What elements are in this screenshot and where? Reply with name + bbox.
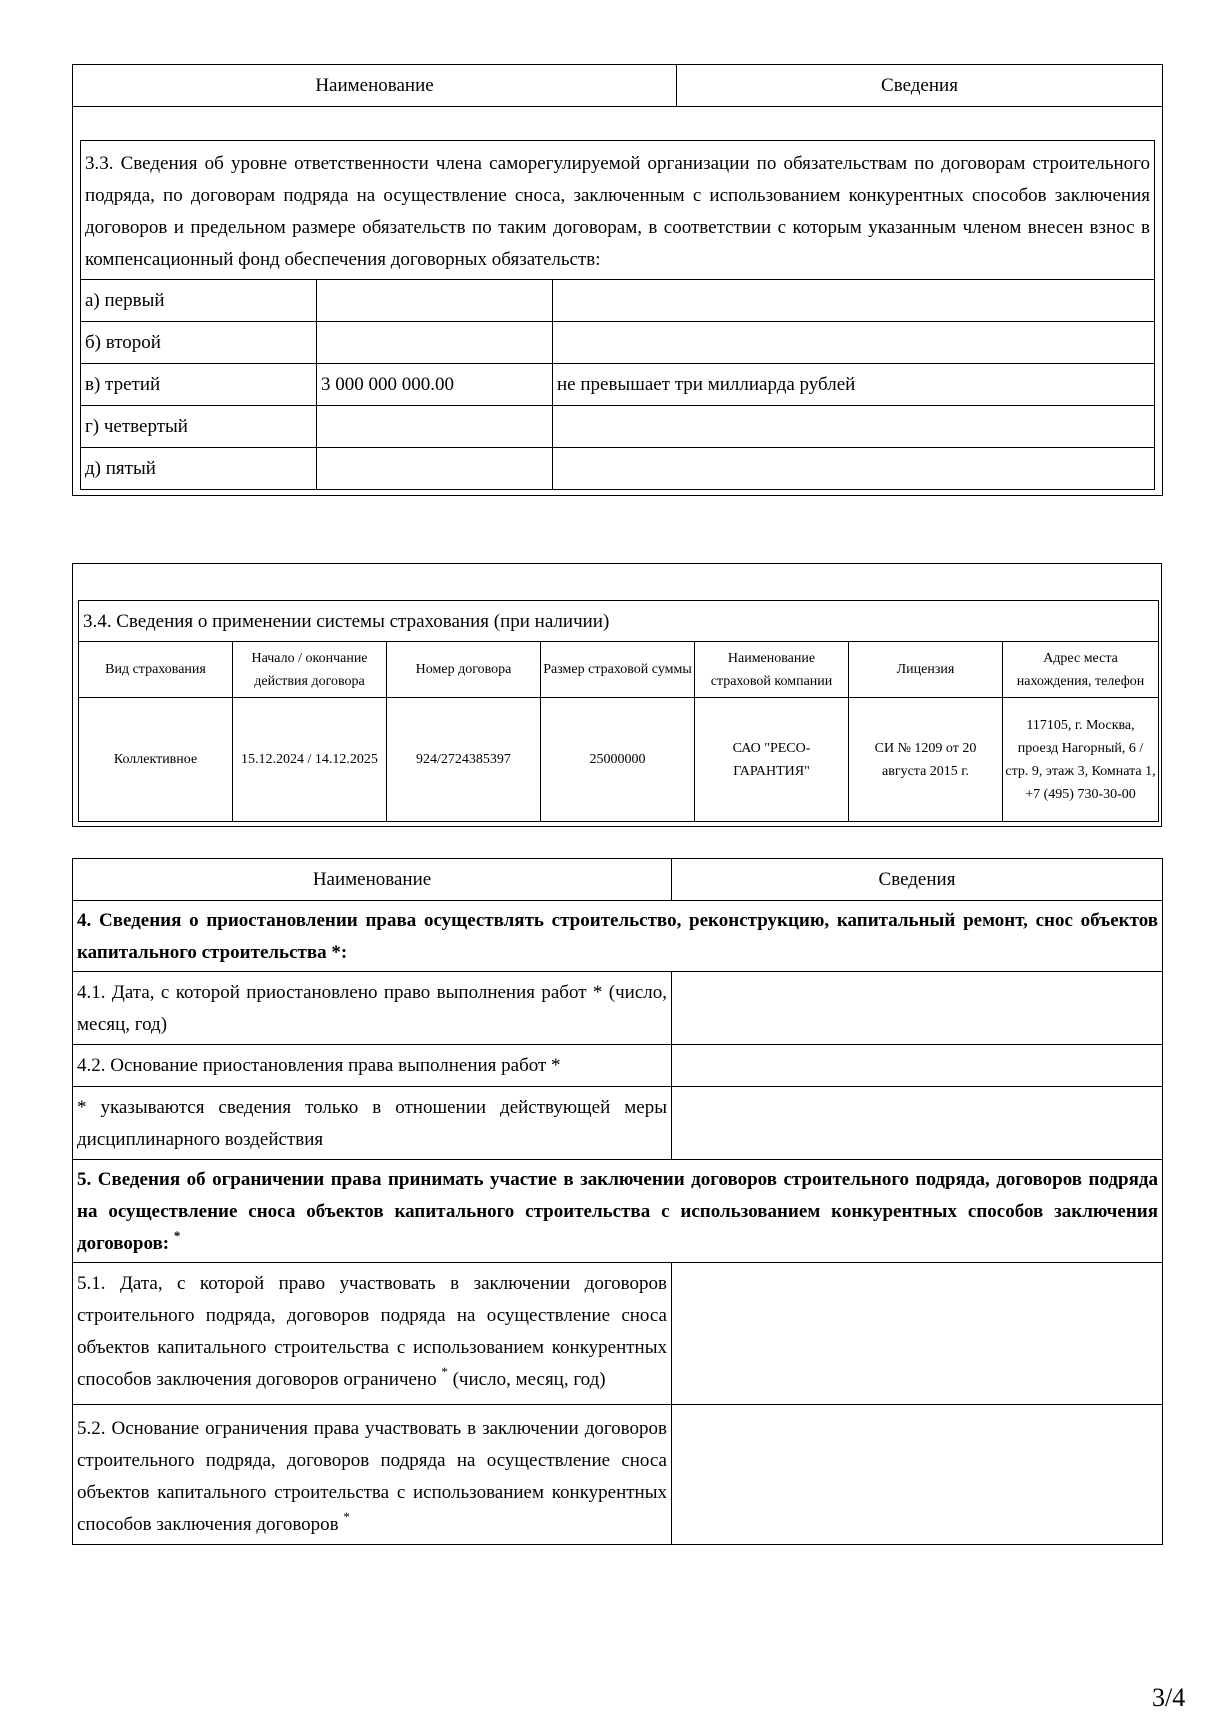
- level-label: б) второй: [81, 322, 317, 364]
- row-label-end: (число, месяц, год): [447, 1369, 606, 1390]
- level-row-2: [81, 322, 1155, 364]
- column-header: Номер договора: [387, 642, 541, 698]
- section-5-title: [73, 1160, 1163, 1263]
- level-row-1: [81, 280, 1155, 322]
- level-row-4: [81, 406, 1155, 448]
- level-amount: [317, 322, 553, 364]
- level-amount: [317, 406, 553, 448]
- level-label: д) пятый: [81, 448, 317, 490]
- insurance-table: [78, 600, 1159, 822]
- header-name-cell: Наименование: [73, 65, 677, 107]
- header-name-cell: Наименование: [73, 859, 672, 901]
- row-label: * указываются сведения только в отношении действующей меры дисциплинарного воздействия: [73, 1087, 672, 1160]
- license: СИ № 1209 от 20 августа 2015 г.: [849, 698, 1003, 822]
- liability-levels-table: [80, 140, 1155, 490]
- header-info-cell: Сведения: [672, 859, 1163, 901]
- level-desc: [553, 280, 1155, 322]
- section-5-title-text: 5. Сведения об ограничении права принимать участие в заключении договоров строительного подряда, договоров подряда на осуществление сноса объектов капитального строительства с использованием конкурентных способов заключения договоров:: [77, 1169, 1158, 1254]
- level-row-5: [81, 448, 1155, 490]
- level-label: г) четвертый: [81, 406, 317, 448]
- footnote-mark: *: [441, 1363, 448, 1379]
- row-label: 4.1. Дата, с которой приостановлено право выполнения работ * (число, месяц, год): [73, 972, 672, 1045]
- row-label: 4.2. Основание приостановления права выполнения работ *: [73, 1045, 672, 1087]
- column-header: Вид страхования: [79, 642, 233, 698]
- level-amount: [317, 280, 553, 322]
- row-value: [672, 1263, 1163, 1405]
- column-header: Наименование страховой компании: [695, 642, 849, 698]
- level-label: в) третий: [81, 364, 317, 406]
- insurer-name: САО "РЕСО-ГАРАНТИЯ": [695, 698, 849, 822]
- column-header: Начало / окончание действия договора: [233, 642, 387, 698]
- column-header: Размер страховой суммы: [541, 642, 695, 698]
- row-4-1: [73, 972, 1163, 1045]
- header-info-cell: Сведения: [677, 65, 1163, 107]
- level-desc: не превышает три миллиарда рублей: [553, 364, 1155, 406]
- insurance-header-row: [79, 642, 1159, 698]
- insurance-type: Коллективное: [79, 698, 233, 822]
- level-amount: 3 000 000 000.00: [317, 364, 553, 406]
- row-value: [672, 1045, 1163, 1087]
- insurance-block: [72, 563, 1162, 827]
- restrictions-table: [72, 858, 1162, 1545]
- insurance-data-row: [79, 698, 1159, 822]
- level-desc: [553, 406, 1155, 448]
- contract-number: 924/2724385397: [387, 698, 541, 822]
- insurer-address: 117105, г. Москва, проезд Нагорный, 6 / стр. 9, этаж 3, Комната 1, +7 (495) 730-30-00: [1003, 698, 1159, 822]
- row-5-1: [73, 1263, 1163, 1405]
- level-desc: [553, 322, 1155, 364]
- row-label-text: 5.2. Основание ограничения права участвовать в заключении договоров строительного подряда, договоров подряда на осуществление сноса объектов капитального строительства с использованием конкурентных способов заключения договоров: [77, 1418, 667, 1535]
- section-4-title: 4. Сведения о приостановлении права осуществлять строительство, реконструкцию, капитальный ремонт, снос объектов капитального строительства *:: [73, 901, 1163, 972]
- contract-period: 15.12.2024 / 14.12.2025: [233, 698, 387, 822]
- level-desc: [553, 448, 1155, 490]
- row-label-text: 5.1. Дата, с которой право участвовать в заключении договоров строительного подряда, договоров подряда на осуществление сноса объектов капитального строительства с использованием конкурентных способов заключения договоров ограничено: [77, 1273, 667, 1390]
- level-label: а) первый: [81, 280, 317, 322]
- section-3-3-title: 3.3. Сведения об уровне ответственности члена саморегулируемой организации по обязательствам по договорам строительного подряда, по договорам подряда на осуществление сноса, заключенным с использованием конкурентных способов заключения договоров и предельном размере обязательств по таким договорам, в соответствии с которым указанным членом внесен взнос в компенсационный фонд обеспечения договорных обязательств:: [81, 141, 1155, 280]
- row-5-2: [73, 1405, 1163, 1545]
- level-row-3: [81, 364, 1155, 406]
- row-label: [73, 1263, 672, 1405]
- page-number: 3/4: [1152, 1683, 1186, 1712]
- level-amount: [317, 448, 553, 490]
- liability-table: [72, 64, 1162, 530]
- insured-sum: 25000000: [541, 698, 695, 822]
- row-value: [672, 972, 1163, 1045]
- row-4-note: [73, 1087, 1163, 1160]
- column-header: Адрес места нахождения, телефон: [1003, 642, 1159, 698]
- section-3-4-title: 3.4. Сведения о применении системы страхования (при наличии): [79, 601, 1159, 642]
- row-value: [672, 1405, 1163, 1545]
- column-header: Лицензия: [849, 642, 1003, 698]
- footnote-mark: *: [343, 1508, 350, 1524]
- row-label: [73, 1405, 672, 1545]
- footnote-mark: *: [173, 1227, 181, 1243]
- row-value: [672, 1087, 1163, 1160]
- row-4-2: [73, 1045, 1163, 1087]
